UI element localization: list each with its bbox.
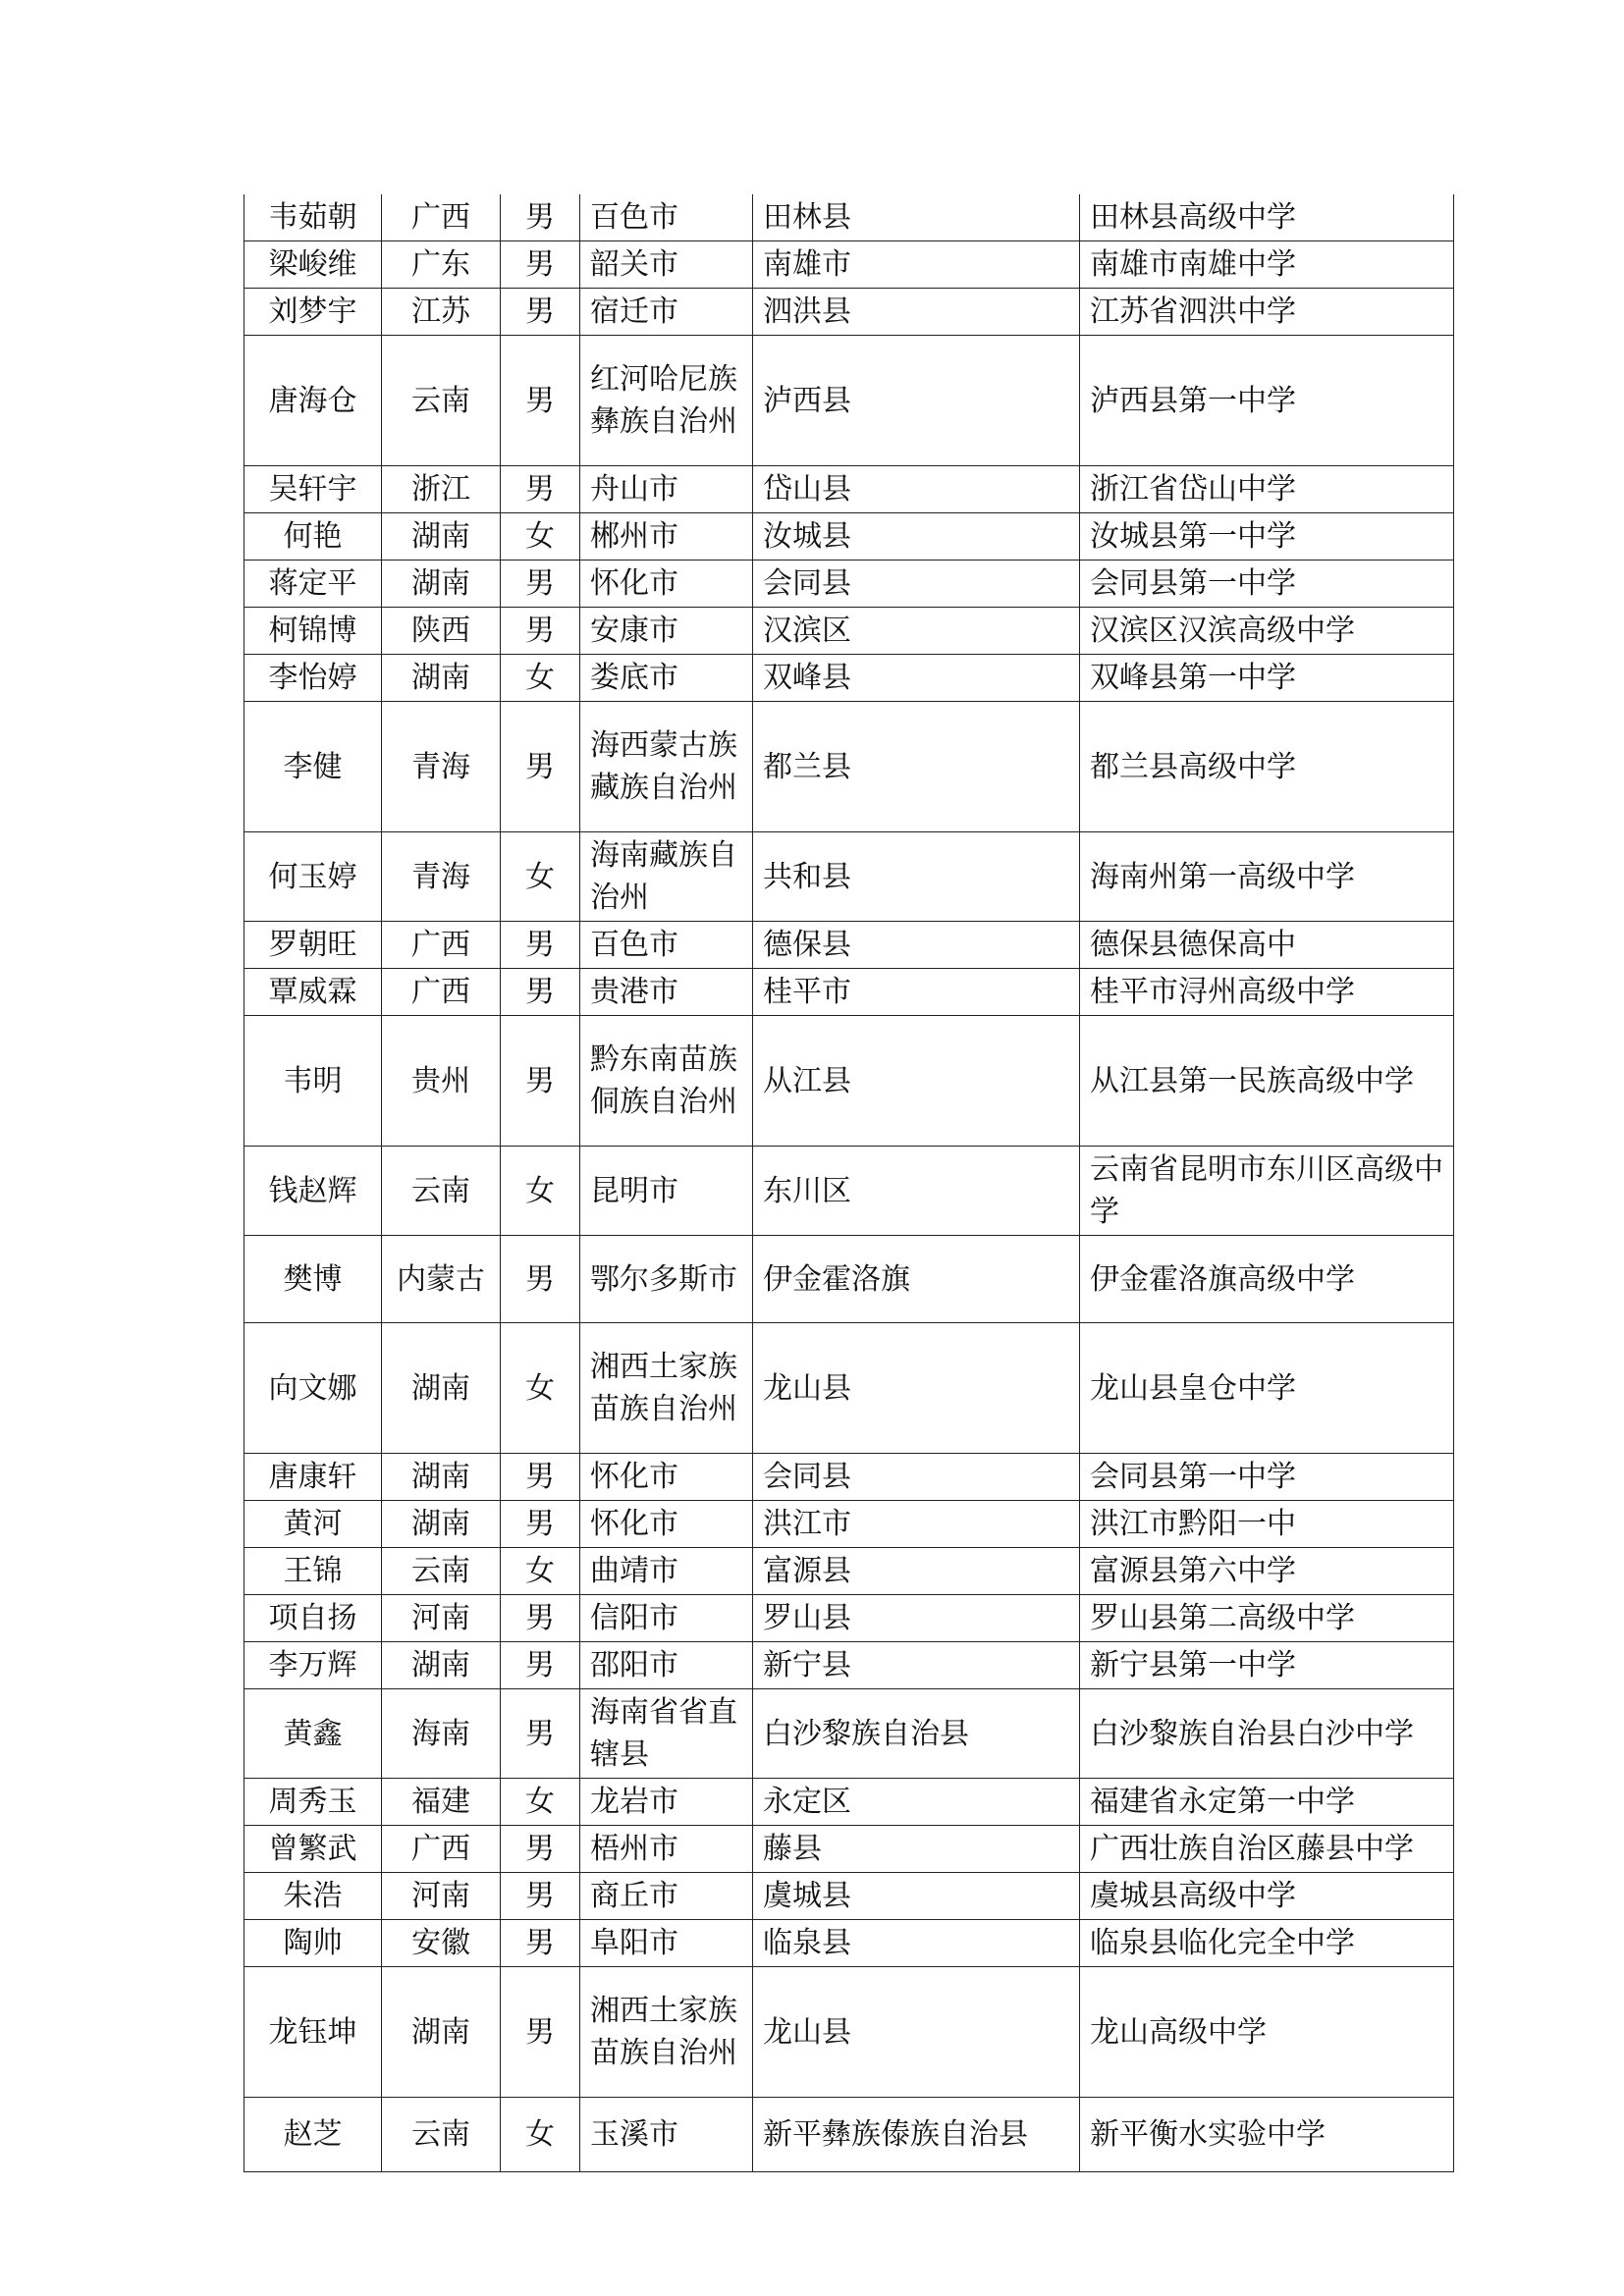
student-name-cell: 蒋定平	[244, 561, 382, 608]
city-cell: 贵港市	[580, 969, 753, 1016]
county-cell: 双峰县	[753, 655, 1080, 702]
school-cell: 新平衡水实验中学	[1080, 2098, 1454, 2172]
student-name-cell: 黄河	[244, 1501, 382, 1548]
gender-cell: 女	[501, 832, 580, 922]
gender-cell: 女	[501, 513, 580, 561]
city-cell: 娄底市	[580, 655, 753, 702]
county-cell: 从江县	[753, 1016, 1080, 1147]
gender-cell: 男	[501, 336, 580, 466]
city-cell: 郴州市	[580, 513, 753, 561]
table-row	[244, 655, 1454, 702]
county-cell: 新平彝族傣族自治县	[753, 2098, 1080, 2172]
table-row	[244, 289, 1454, 336]
school-cell: 桂平市浔州高级中学	[1080, 969, 1454, 1016]
county-cell: 汝城县	[753, 513, 1080, 561]
school-cell: 江苏省泗洪中学	[1080, 289, 1454, 336]
province-cell: 湖南	[382, 1454, 501, 1501]
school-cell: 临泉县临化完全中学	[1080, 1920, 1454, 1967]
student-name-cell: 李健	[244, 702, 382, 832]
school-cell: 都兰县高级中学	[1080, 702, 1454, 832]
school-cell: 白沙黎族自治县白沙中学	[1080, 1689, 1454, 1779]
gender-cell: 男	[501, 1920, 580, 1967]
school-cell: 罗山县第二高级中学	[1080, 1595, 1454, 1642]
county-cell: 汉滨区	[753, 608, 1080, 655]
province-cell: 广西	[382, 194, 501, 241]
gender-cell: 男	[501, 608, 580, 655]
table-row	[244, 1826, 1454, 1873]
gender-cell: 男	[501, 1236, 580, 1323]
city-cell: 宿迁市	[580, 289, 753, 336]
school-cell: 南雄市南雄中学	[1080, 241, 1454, 289]
city-cell: 湘西土家族苗族自治州	[580, 1323, 753, 1454]
gender-cell: 男	[501, 969, 580, 1016]
student-name-cell: 罗朝旺	[244, 922, 382, 969]
county-cell: 藤县	[753, 1826, 1080, 1873]
table-row	[244, 702, 1454, 832]
school-cell: 德保县德保高中	[1080, 922, 1454, 969]
city-cell: 梧州市	[580, 1826, 753, 1873]
student-name-cell: 王锦	[244, 1548, 382, 1595]
school-cell: 龙山县皇仓中学	[1080, 1323, 1454, 1454]
gender-cell: 男	[501, 1873, 580, 1920]
student-name-cell: 唐海仓	[244, 336, 382, 466]
gender-cell: 男	[501, 1689, 580, 1779]
county-cell: 会同县	[753, 1454, 1080, 1501]
school-cell: 田林县高级中学	[1080, 194, 1454, 241]
table-row	[244, 1779, 1454, 1826]
county-cell: 临泉县	[753, 1920, 1080, 1967]
province-cell: 安徽	[382, 1920, 501, 1967]
gender-cell: 女	[501, 1147, 580, 1236]
student-name-cell: 项自扬	[244, 1595, 382, 1642]
school-cell: 泸西县第一中学	[1080, 336, 1454, 466]
gender-cell: 男	[501, 561, 580, 608]
student-name-cell: 何玉婷	[244, 832, 382, 922]
province-cell: 福建	[382, 1779, 501, 1826]
province-cell: 江苏	[382, 289, 501, 336]
student-roster-table	[244, 194, 1454, 2172]
school-cell: 汝城县第一中学	[1080, 513, 1454, 561]
province-cell: 青海	[382, 702, 501, 832]
gender-cell: 男	[501, 1642, 580, 1689]
table-row	[244, 241, 1454, 289]
county-cell: 罗山县	[753, 1595, 1080, 1642]
gender-cell: 男	[501, 466, 580, 513]
city-cell: 商丘市	[580, 1873, 753, 1920]
city-cell: 昆明市	[580, 1147, 753, 1236]
province-cell: 湖南	[382, 1323, 501, 1454]
table-row	[244, 1236, 1454, 1323]
table-row	[244, 466, 1454, 513]
county-cell: 都兰县	[753, 702, 1080, 832]
school-cell: 新宁县第一中学	[1080, 1642, 1454, 1689]
gender-cell: 男	[501, 241, 580, 289]
city-cell: 信阳市	[580, 1595, 753, 1642]
province-cell: 云南	[382, 336, 501, 466]
student-name-cell: 龙钰坤	[244, 1967, 382, 2098]
province-cell: 河南	[382, 1873, 501, 1920]
table-row	[244, 1642, 1454, 1689]
county-cell: 泗洪县	[753, 289, 1080, 336]
province-cell: 云南	[382, 2098, 501, 2172]
student-name-cell: 李怡婷	[244, 655, 382, 702]
student-name-cell: 曾繁武	[244, 1826, 382, 1873]
table-row	[244, 969, 1454, 1016]
table-row	[244, 1454, 1454, 1501]
county-cell: 南雄市	[753, 241, 1080, 289]
province-cell: 云南	[382, 1548, 501, 1595]
gender-cell: 男	[501, 702, 580, 832]
city-cell: 黔东南苗族侗族自治州	[580, 1016, 753, 1147]
student-name-cell: 覃威霖	[244, 969, 382, 1016]
province-cell: 广西	[382, 1826, 501, 1873]
gender-cell: 女	[501, 1548, 580, 1595]
province-cell: 广西	[382, 969, 501, 1016]
school-cell: 双峰县第一中学	[1080, 655, 1454, 702]
student-name-cell: 黄鑫	[244, 1689, 382, 1779]
school-cell: 福建省永定第一中学	[1080, 1779, 1454, 1826]
student-name-cell: 向文娜	[244, 1323, 382, 1454]
table-row	[244, 194, 1454, 241]
table-row	[244, 1016, 1454, 1147]
student-name-cell: 赵芝	[244, 2098, 382, 2172]
county-cell: 白沙黎族自治县	[753, 1689, 1080, 1779]
table-row	[244, 1548, 1454, 1595]
student-name-cell: 陶帅	[244, 1920, 382, 1967]
city-cell: 海南省省直辖县	[580, 1689, 753, 1779]
county-cell: 田林县	[753, 194, 1080, 241]
gender-cell: 女	[501, 2098, 580, 2172]
county-cell: 新宁县	[753, 1642, 1080, 1689]
school-cell: 会同县第一中学	[1080, 1454, 1454, 1501]
table-row	[244, 561, 1454, 608]
table-row	[244, 1595, 1454, 1642]
county-cell: 岱山县	[753, 466, 1080, 513]
city-cell: 怀化市	[580, 1501, 753, 1548]
roster-body	[244, 194, 1454, 2172]
province-cell: 湖南	[382, 1501, 501, 1548]
school-cell: 从江县第一民族高级中学	[1080, 1016, 1454, 1147]
gender-cell: 男	[501, 922, 580, 969]
gender-cell: 女	[501, 1779, 580, 1826]
school-cell: 富源县第六中学	[1080, 1548, 1454, 1595]
school-cell: 汉滨区汉滨高级中学	[1080, 608, 1454, 655]
county-cell: 德保县	[753, 922, 1080, 969]
gender-cell: 女	[501, 1323, 580, 1454]
school-cell: 龙山高级中学	[1080, 1967, 1454, 2098]
province-cell: 湖南	[382, 1967, 501, 2098]
county-cell: 会同县	[753, 561, 1080, 608]
city-cell: 鄂尔多斯市	[580, 1236, 753, 1323]
student-name-cell: 何艳	[244, 513, 382, 561]
school-cell: 会同县第一中学	[1080, 561, 1454, 608]
city-cell: 湘西土家族苗族自治州	[580, 1967, 753, 2098]
province-cell: 湖南	[382, 1642, 501, 1689]
school-cell: 浙江省岱山中学	[1080, 466, 1454, 513]
gender-cell: 男	[501, 1826, 580, 1873]
gender-cell: 男	[501, 1454, 580, 1501]
county-cell: 富源县	[753, 1548, 1080, 1595]
county-cell: 虞城县	[753, 1873, 1080, 1920]
gender-cell: 男	[501, 289, 580, 336]
county-cell: 龙山县	[753, 1967, 1080, 2098]
city-cell: 邵阳市	[580, 1642, 753, 1689]
student-name-cell: 唐康轩	[244, 1454, 382, 1501]
school-cell: 洪江市黔阳一中	[1080, 1501, 1454, 1548]
province-cell: 青海	[382, 832, 501, 922]
student-name-cell: 樊博	[244, 1236, 382, 1323]
gender-cell: 男	[501, 194, 580, 241]
county-cell: 泸西县	[753, 336, 1080, 466]
gender-cell: 男	[501, 1016, 580, 1147]
table-row	[244, 1689, 1454, 1779]
student-name-cell: 刘梦宇	[244, 289, 382, 336]
school-cell: 海南州第一高级中学	[1080, 832, 1454, 922]
table-row	[244, 608, 1454, 655]
province-cell: 河南	[382, 1595, 501, 1642]
city-cell: 龙岩市	[580, 1779, 753, 1826]
table-row	[244, 1147, 1454, 1236]
student-name-cell: 朱浩	[244, 1873, 382, 1920]
gender-cell: 女	[501, 655, 580, 702]
student-name-cell: 钱赵辉	[244, 1147, 382, 1236]
school-cell: 伊金霍洛旗高级中学	[1080, 1236, 1454, 1323]
student-name-cell: 梁峻维	[244, 241, 382, 289]
city-cell: 韶关市	[580, 241, 753, 289]
student-name-cell: 吴轩宇	[244, 466, 382, 513]
province-cell: 湖南	[382, 561, 501, 608]
city-cell: 怀化市	[580, 1454, 753, 1501]
city-cell: 阜阳市	[580, 1920, 753, 1967]
province-cell: 浙江	[382, 466, 501, 513]
table-row	[244, 1920, 1454, 1967]
table-row	[244, 1873, 1454, 1920]
student-name-cell: 韦明	[244, 1016, 382, 1147]
gender-cell: 男	[501, 1595, 580, 1642]
county-cell: 东川区	[753, 1147, 1080, 1236]
province-cell: 陕西	[382, 608, 501, 655]
table-row	[244, 1323, 1454, 1454]
county-cell: 共和县	[753, 832, 1080, 922]
city-cell: 百色市	[580, 922, 753, 969]
province-cell: 广西	[382, 922, 501, 969]
county-cell: 伊金霍洛旗	[753, 1236, 1080, 1323]
city-cell: 百色市	[580, 194, 753, 241]
province-cell: 云南	[382, 1147, 501, 1236]
province-cell: 湖南	[382, 655, 501, 702]
table-row	[244, 336, 1454, 466]
gender-cell: 男	[501, 1967, 580, 2098]
province-cell: 湖南	[382, 513, 501, 561]
table-row	[244, 1967, 1454, 2098]
city-cell: 怀化市	[580, 561, 753, 608]
student-name-cell: 李万辉	[244, 1642, 382, 1689]
table-row	[244, 513, 1454, 561]
city-cell: 安康市	[580, 608, 753, 655]
province-cell: 贵州	[382, 1016, 501, 1147]
city-cell: 海西蒙古族藏族自治州	[580, 702, 753, 832]
province-cell: 内蒙古	[382, 1236, 501, 1323]
school-cell: 广西壮族自治区藤县中学	[1080, 1826, 1454, 1873]
county-cell: 永定区	[753, 1779, 1080, 1826]
province-cell: 广东	[382, 241, 501, 289]
student-name-cell: 柯锦博	[244, 608, 382, 655]
table-row	[244, 2098, 1454, 2172]
school-cell: 云南省昆明市东川区高级中学	[1080, 1147, 1454, 1236]
table-row	[244, 1501, 1454, 1548]
table-row	[244, 922, 1454, 969]
city-cell: 红河哈尼族彝族自治州	[580, 336, 753, 466]
student-name-cell: 周秀玉	[244, 1779, 382, 1826]
city-cell: 海南藏族自治州	[580, 832, 753, 922]
county-cell: 龙山县	[753, 1323, 1080, 1454]
county-cell: 桂平市	[753, 969, 1080, 1016]
city-cell: 曲靖市	[580, 1548, 753, 1595]
city-cell: 玉溪市	[580, 2098, 753, 2172]
province-cell: 海南	[382, 1689, 501, 1779]
county-cell: 洪江市	[753, 1501, 1080, 1548]
school-cell: 虞城县高级中学	[1080, 1873, 1454, 1920]
student-name-cell: 韦茹朝	[244, 194, 382, 241]
city-cell: 舟山市	[580, 466, 753, 513]
gender-cell: 男	[501, 1501, 580, 1548]
table-row	[244, 832, 1454, 922]
